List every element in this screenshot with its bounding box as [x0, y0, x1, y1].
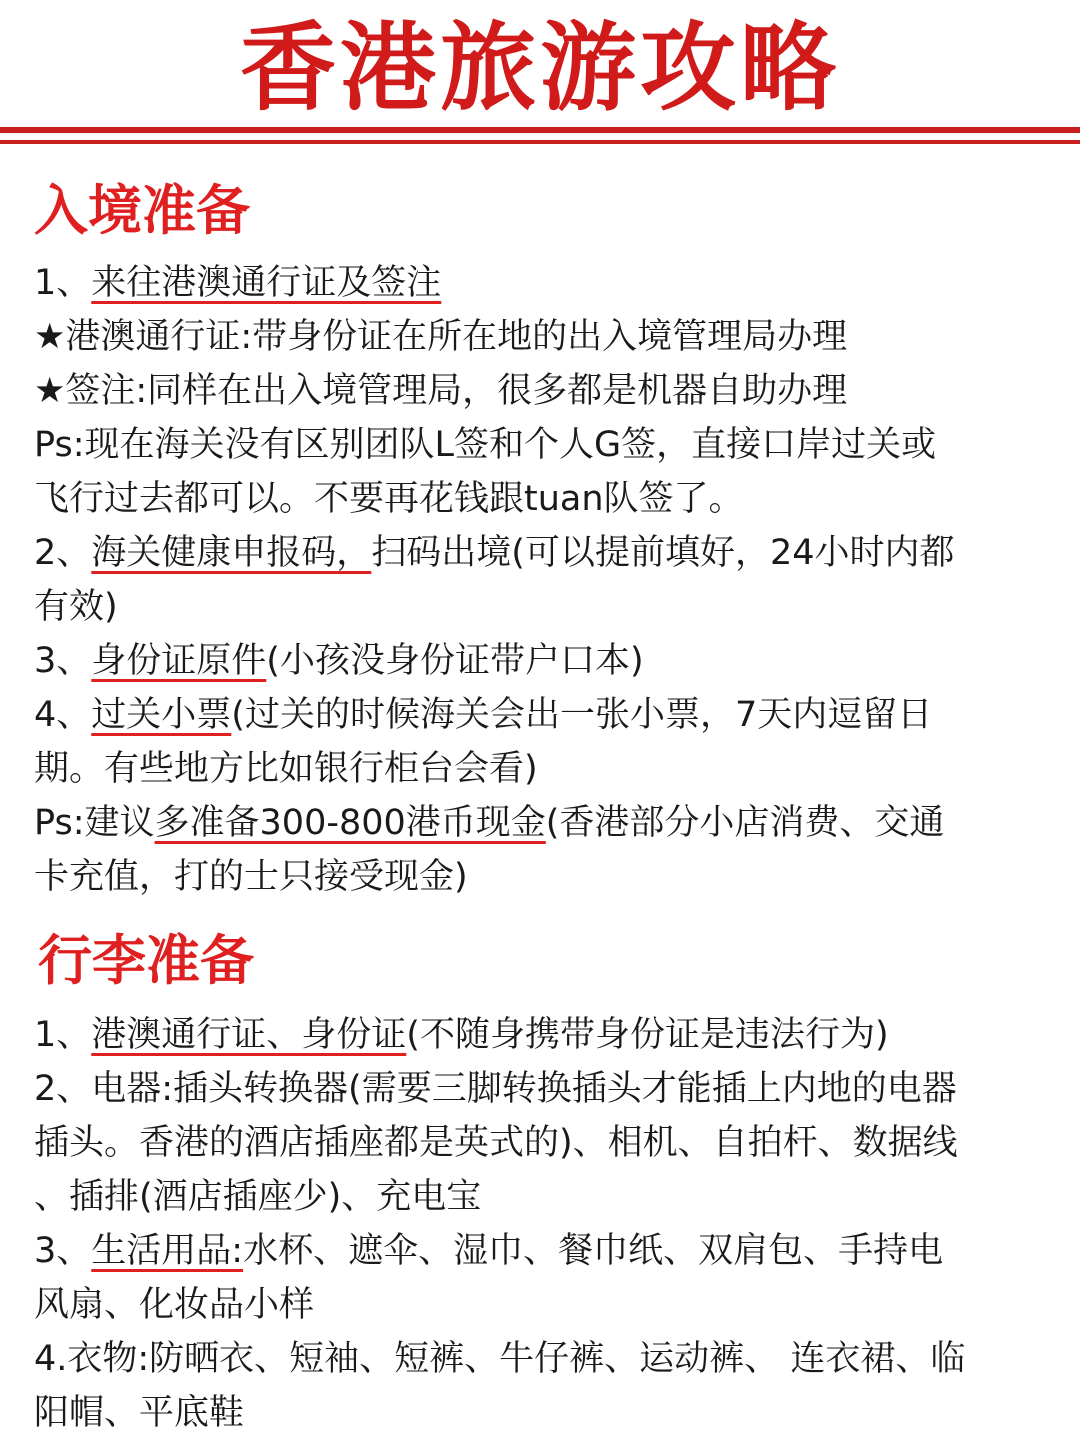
line-text: 4.衣物:防晒衣、短袖、短裤、牛仔裤、运动裤、 连衣裙、临	[34, 1339, 966, 1379]
line-text: 2、	[34, 533, 92, 573]
section-heading: 行李准备	[38, 929, 254, 992]
section-body	[34, 1008, 1054, 1440]
line-text: 卡充值，打的士只接受现金)	[34, 857, 468, 897]
underlined-keyword: 海关健康申报码，	[91, 533, 372, 573]
line-text: 飞行过去都可以。不要再花钱跟tuan队签了。	[34, 479, 744, 519]
page-title: 香港旅游攻略	[240, 12, 840, 124]
line-text: 期。有些地方比如银行柜台会看)	[34, 749, 538, 789]
line-text: 插头。香港的酒店插座都是英式的)、相机、自拍杆、数据线	[34, 1123, 958, 1163]
line-text: Ps:现在海关没有区别团队L签和个人G签，直接口岸过关或	[34, 425, 937, 465]
underlined-keyword: 港澳通行证、身份证	[91, 1015, 407, 1055]
title-divider-thin	[0, 140, 1080, 144]
text-line	[34, 526, 1054, 580]
text-line	[34, 472, 1054, 526]
text-line	[34, 688, 1054, 742]
line-text: 、插排(酒店插座少)、充电宝	[34, 1177, 482, 1217]
section-entry-preparation	[34, 178, 1054, 904]
text-line	[34, 796, 1054, 850]
underlined-keyword: 多准备300-800港币现金	[154, 803, 546, 843]
text-line	[34, 580, 1054, 634]
line-text: 2、电器:插头转换器(需要三脚转换插头才能插上内地的电器	[34, 1069, 957, 1109]
line-text: 扫码出境(可以提前填好，24小时内都	[371, 533, 955, 573]
text-line	[34, 1170, 1054, 1224]
line-text: 1、	[34, 263, 92, 303]
line-text: (过关的时候海关会出一张小票，7天内逗留日	[231, 695, 933, 735]
line-text: 阳帽、平底鞋	[34, 1393, 245, 1433]
text-line	[34, 1062, 1054, 1116]
line-text: ★签注:同样在出入境管理局，很多都是机器自助办理	[34, 371, 848, 411]
line-text: 1、	[34, 1015, 92, 1055]
section-luggage-preparation	[34, 928, 1054, 1440]
text-line	[34, 634, 1054, 688]
section-body	[34, 256, 1054, 904]
text-line	[34, 364, 1054, 418]
text-line	[34, 1332, 1054, 1386]
line-text: 风扇、化妆品小样	[34, 1285, 315, 1325]
underlined-keyword: 来往港澳通行证及签注	[91, 263, 442, 303]
line-text: 4、	[34, 695, 92, 735]
line-text: (小孩没身份证带户口本)	[266, 641, 644, 681]
line-text: (不随身携带身份证是违法行为)	[406, 1015, 889, 1055]
text-line	[34, 1224, 1054, 1278]
text-line	[34, 256, 1054, 310]
text-line	[34, 1008, 1054, 1062]
text-line	[34, 742, 1054, 796]
text-line	[34, 1116, 1054, 1170]
line-text: 3、	[34, 641, 92, 681]
title-divider-thick	[0, 127, 1080, 133]
line-text: ★港澳通行证:带身份证在所在地的出入境管理局办理	[34, 317, 848, 357]
underlined-keyword: 过关小票	[91, 695, 232, 735]
text-line	[34, 1278, 1054, 1332]
underlined-keyword: 身份证原件	[91, 641, 267, 681]
line-text: Ps:建议	[34, 803, 155, 843]
underlined-keyword: 生活用品:	[91, 1231, 244, 1271]
line-text: 3、	[34, 1231, 92, 1271]
text-line	[34, 1386, 1054, 1440]
text-line	[34, 310, 1054, 364]
text-line	[34, 418, 1054, 472]
line-text: 有效)	[34, 587, 118, 627]
text-line	[34, 850, 1054, 904]
line-text: (香港部分小店消费、交通	[545, 803, 945, 843]
section-heading: 入境准备	[34, 179, 250, 242]
line-text: 水杯、遮伞、湿巾、餐巾纸、双肩包、手持电	[243, 1231, 944, 1271]
